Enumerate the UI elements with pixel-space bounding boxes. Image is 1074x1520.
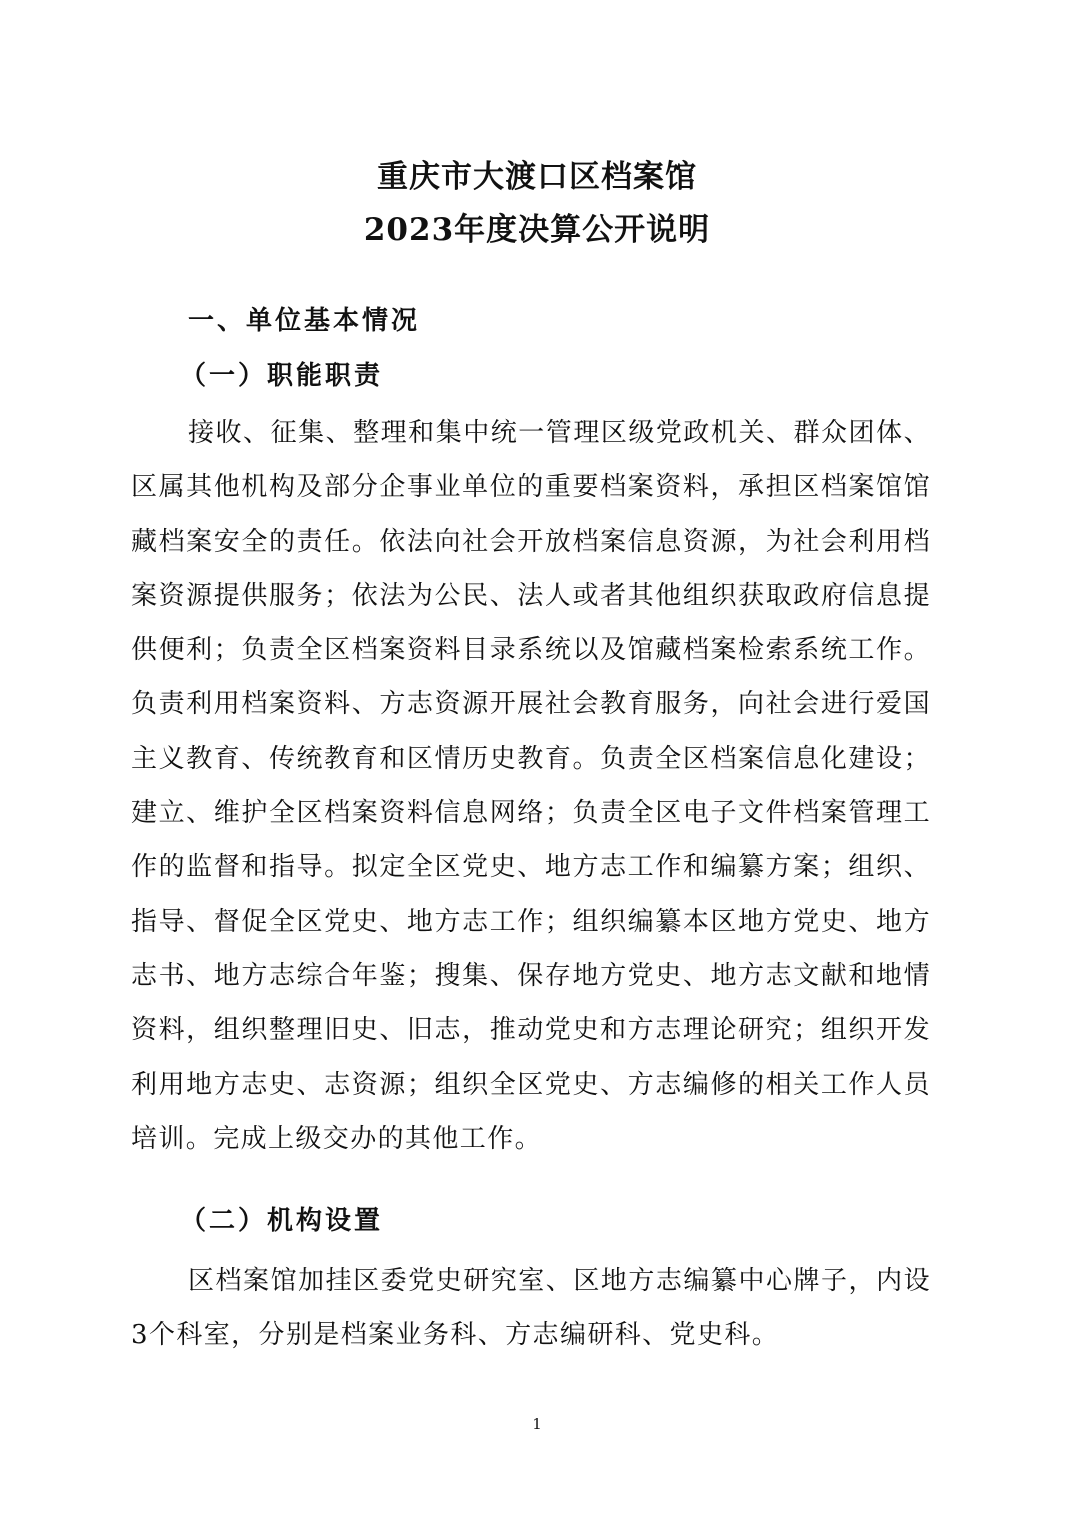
document-subtitle: 2023年度决算公开说明: [363, 212, 711, 248]
subsection-heading-duties: （一）职能职责: [180, 361, 384, 391]
document-title: 重庆市大渡口区档案馆: [377, 159, 697, 195]
page-number: 1: [532, 1415, 542, 1433]
duties-paragraph: 接收、征集、整理和集中统一管理区级党政机关、群众团体、区属其他机构及部分企事业单位的重要档案资料，承担区档案馆馆藏档案安全的责任。依法向社会开放档案信息资源，为社会利用档案资源提供服务；依法为公民、法人或者其他组织获取政府信息提供便利；负责全区档案资料目录系统以及馆藏档案检索系统工作。负责利用档案资料、方志资源开展社会教育服务，向社会进行爱国主义教育、传统教育和区情历史教育。负责全区档案信息化建设；建立、维护全区档案资料信息网络；负责全区电子文件档案管理工作的监督和指导。拟定全区党史、地方志工作和编纂方案；组织、指导、督促全区党史、地方志工作；组织编纂本区地方党史、地方志书、地方志综合年鉴；搜集、保存地方党史、地方志文献和地情资料，组织整理旧史、旧志，推动党史和方志理论研究；组织开发利用地方志史、志资源；组织全区党史、方志编修的相关工作人员培训。完成上级交办的其他工作。: [131, 418, 931, 1154]
section-heading-basic-info: 一、单位基本情况: [188, 306, 421, 336]
subsection-heading-organization: （二）机构设置: [180, 1206, 384, 1236]
organization-paragraph: 区档案馆加挂区委党史研究室、区地方志编纂中心牌子，内设3个科室，分别是档案业务科、方志编研科、党史科。: [131, 1266, 931, 1351]
